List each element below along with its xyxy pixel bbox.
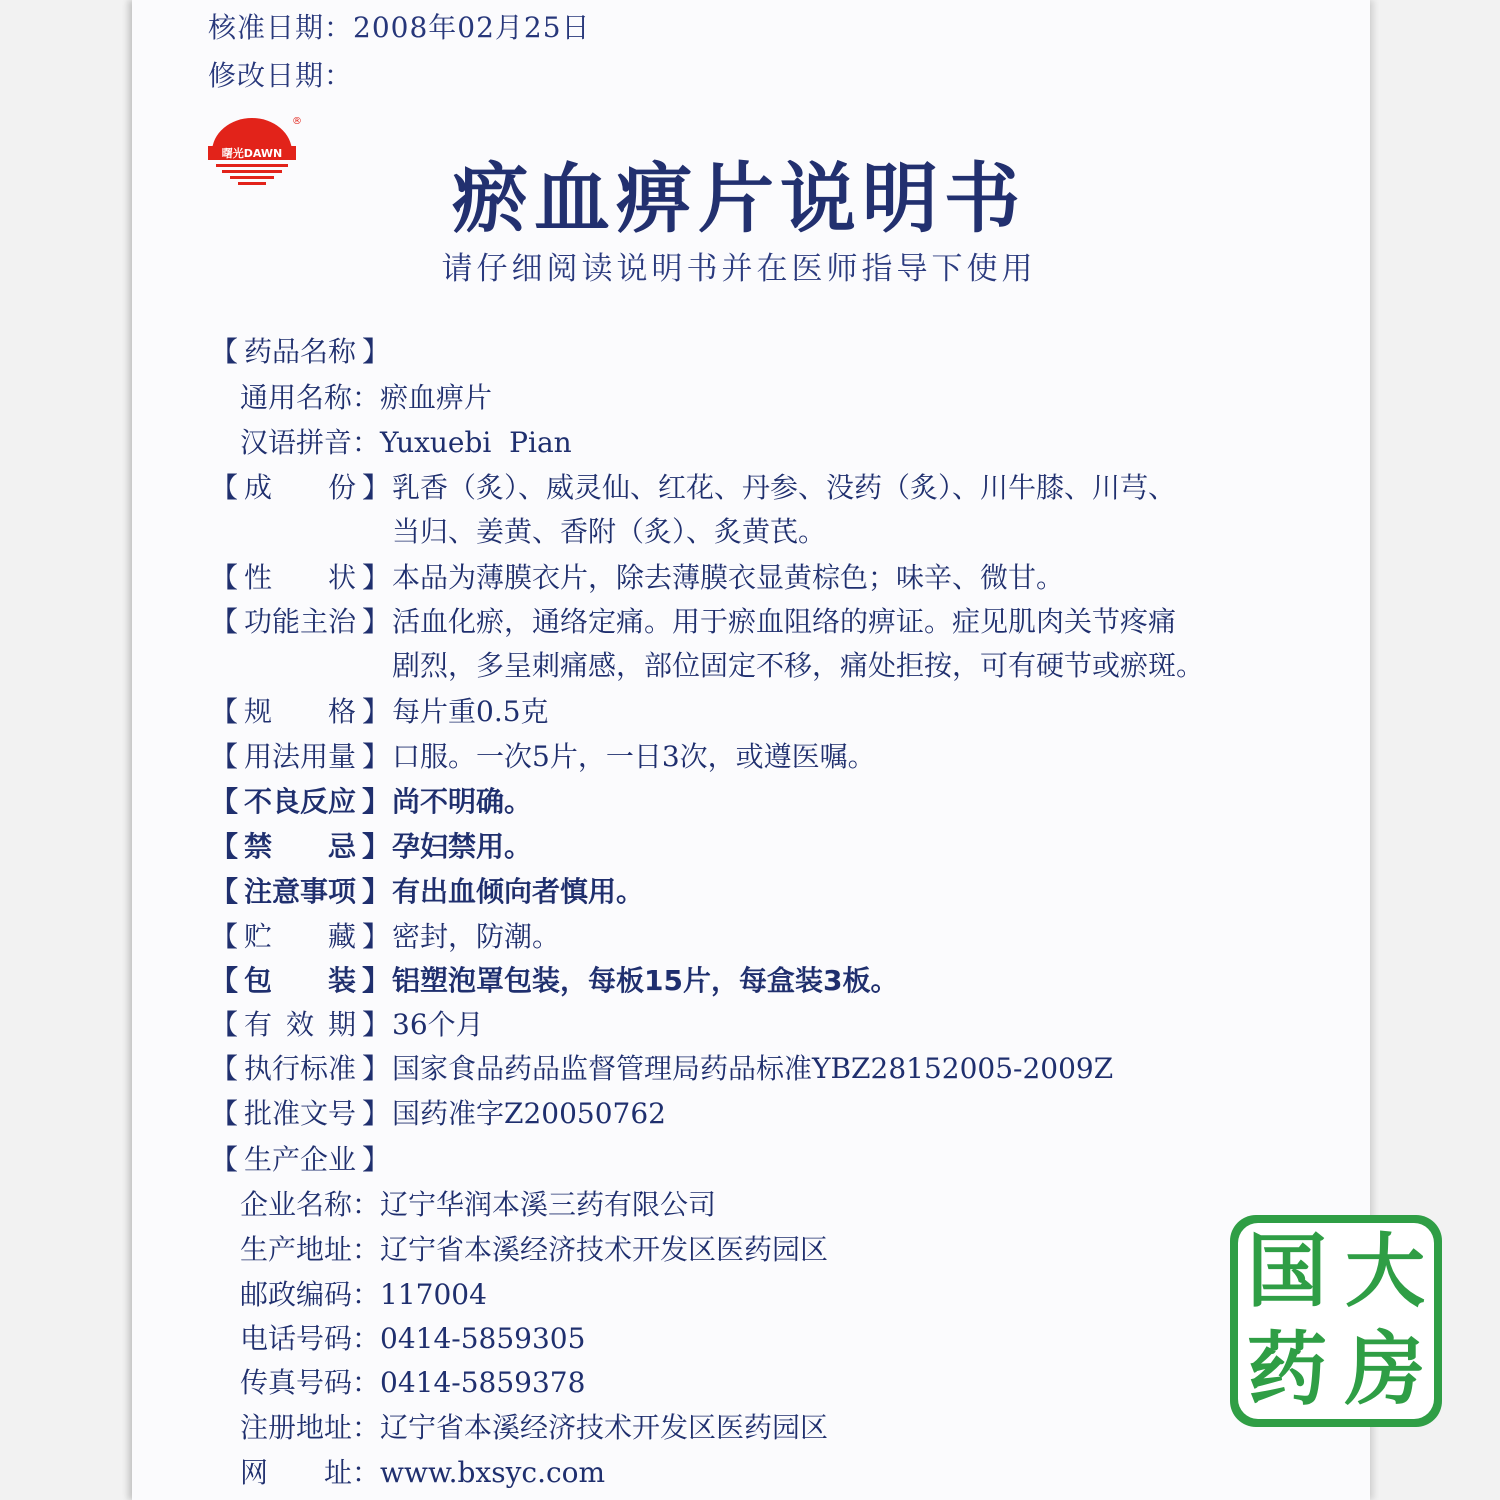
section-label: 【 贮 藏 】 [210,920,390,953]
approval-date-label: 核准日期： [208,11,354,44]
badge-char: 药 [1247,1323,1327,1416]
section-value: 孕妇禁用。 [392,830,533,863]
fax-row: 传真号码：0414-5859378 [240,1366,586,1399]
section-label: 【 用法用量 】 [210,740,391,773]
section-label: 【 规 格 】 [210,695,390,728]
section-label: 【 药品名称 】 [210,335,391,368]
section-value: 密封，防潮。 [392,920,561,953]
registered-mark: ® [292,116,302,127]
phone-row: 电话号码：0414-5859305 [240,1322,586,1355]
pinyin-row: 汉语拼音：Yuxuebi Pian [240,426,572,459]
section-label: 【 执行标准 】 [210,1052,391,1085]
section-value: 本品为薄膜衣片，除去薄膜衣显黄棕色；味辛、微甘。 [392,561,1065,594]
section-value: 口服。一次5片，一日3次，或遵医嘱。 [392,740,876,773]
badge-char: 国 [1247,1225,1327,1318]
section-value: 36个月 [392,1008,484,1041]
section-label: 【 有 效 期 】 [210,1008,390,1041]
production-address-row: 生产地址：辽宁省本溪经济技术开发区医药园区 [240,1233,829,1266]
section-label: 【 注意事项 】 [210,875,391,908]
pharmacy-badge [1230,1215,1442,1427]
registered-address-row: 注册地址：辽宁省本溪经济技术开发区医药园区 [240,1411,829,1444]
postal-code-row: 邮政编码：117004 [240,1278,487,1311]
section-label: 【 性 状 】 [210,561,390,594]
section-label: 【 成 份 】 [210,471,390,504]
logo-text: 曙光DAWN [221,147,283,160]
section-value: 有出血倾向者慎用。 [392,875,645,908]
generic-name-row: 通用名称：瘀血痹片 [240,381,493,414]
manufacturer-name-row: 企业名称：辽宁华润本溪三药有限公司 [240,1188,717,1221]
badge-char: 大 [1345,1225,1425,1318]
document-title: 瘀血痹片说明书 [452,154,1026,243]
section-value: 尚不明确。 [392,785,533,818]
section-value: 国家食品药品监督管理局药品标准YBZ28152005-2009Z [392,1052,1114,1085]
approval-date [208,6,591,46]
website-row: 网 址：www.bxsyc.com [240,1456,606,1489]
section-value: 活血化瘀，通络定痛。用于瘀血阻络的痹证。症见肌肉关节疼痛 剧烈，多呈刺痛感，部位固定不移，痛处拒按，可有硬节或瘀斑。 [392,605,1205,682]
section-value: 铝塑泡罩包装，每板15片，每盒装3板。 [392,964,899,997]
approval-date-value: 2008年02月25日 [353,11,591,44]
badge-char: 房 [1345,1323,1425,1416]
section-label: 【 禁 忌 】 [210,830,390,863]
section-value: 国药准字Z20050762 [392,1097,666,1130]
section-value: 每片重0.5克 [392,695,549,728]
section-label: 【 不良反应 】 [210,785,391,818]
section-label: 【 功能主治 】 [210,605,391,638]
section-label: 【 批准文号 】 [210,1097,391,1130]
document-subtitle: 请仔细阅读说明书并在医师指导下使用 [441,251,1037,287]
revision-date-label: 修改日期： [208,59,354,92]
section-label: 【 生产企业 】 [210,1143,391,1176]
section-value: 乳香（炙）、威灵仙、红花、丹参、没药（炙）、川牛膝、川芎、 当归、姜黄、香附（炙）、炙黄芪。 [392,471,1177,548]
section-label: 【 包 装 】 [210,964,390,997]
